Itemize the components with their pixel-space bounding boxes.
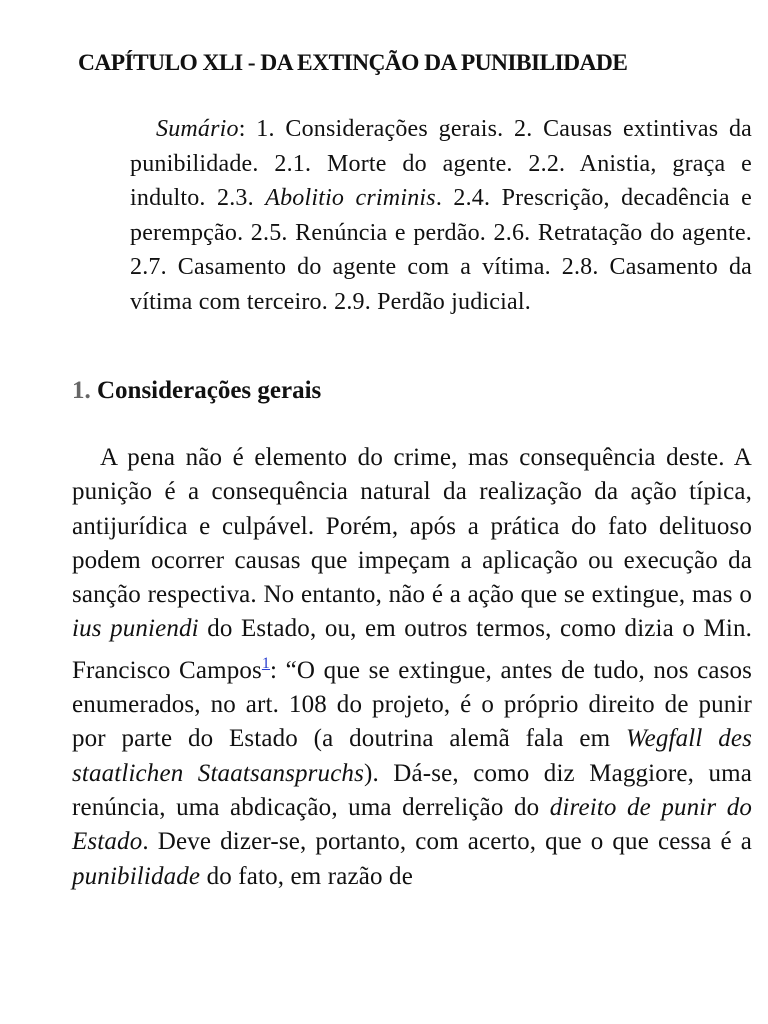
paragraph-text: do fato, em razão de <box>200 862 413 890</box>
chapter-title: CAPÍTULO XLI - DA EXTINÇÃO DA PUNIBILIDADE <box>78 50 628 76</box>
section-heading <box>72 377 321 405</box>
paragraph-text: . Deve dizer-se, portanto, com acerto, que o que cessa é a <box>142 828 752 856</box>
italic-term-wegfall: Wegfall des staatlichen Staatsanspruchs <box>72 725 752 787</box>
paragraph-text: ). Dá-se, como diz Maggiore, uma renúncia, uma abdicação, uma derrelição do <box>72 759 752 821</box>
paragraph-text: : “O que se extingue, antes de tudo, nos casos enumerados, no art. 108 do projeto, é o próprio direito de punir por parte do Estado (a doutrina alemã fala em <box>72 656 752 753</box>
footnote-link[interactable]: 1 <box>261 654 271 672</box>
section-title: Considerações gerais <box>97 377 322 404</box>
summary-text-continued: . 2.4. Prescrição, decadência e perempção. 2.5. Renúncia e perdão. 2.6. Retratação do agente. 2.7. Casamento do agente com a vítima. 2.8. Casamento da vítima com terceiro. 2.9. Perdão judicial. <box>130 185 752 315</box>
paragraph-text: A pena não é elemento do crime, mas consequência deste. A punição é a consequência natural da realização da ação típica, antijurídica e culpável. Porém, após a prática do fato delituoso podem ocorrer causas que impeçam a aplicação ou execução da sanção respectiva. No entanto, não é a ação que se extingue, mas o <box>72 444 752 609</box>
chapter-summary <box>130 112 752 319</box>
paragraph-text: do Estado, ou, em outros termos, como dizia o Min. Francisco Campos <box>72 615 752 684</box>
italic-term-punibilidade: punibilidade <box>72 862 201 890</box>
summary-italic-term: Abolitio criminis <box>265 185 436 211</box>
italic-term-ius-puniendi: ius puniendi <box>72 615 199 643</box>
summary-label: Sumário <box>156 116 239 142</box>
body-paragraph <box>72 441 752 894</box>
italic-term-direito-de-punir: direito de punir do Estado <box>72 793 753 856</box>
summary-text: : 1. Considerações gerais. 2. Causas extintivas da punibilidade. 2.1. Morte do agente. 2.2. Anistia, graça e indulto. 2.3. <box>130 116 752 211</box>
section-number: 1. <box>72 377 91 404</box>
